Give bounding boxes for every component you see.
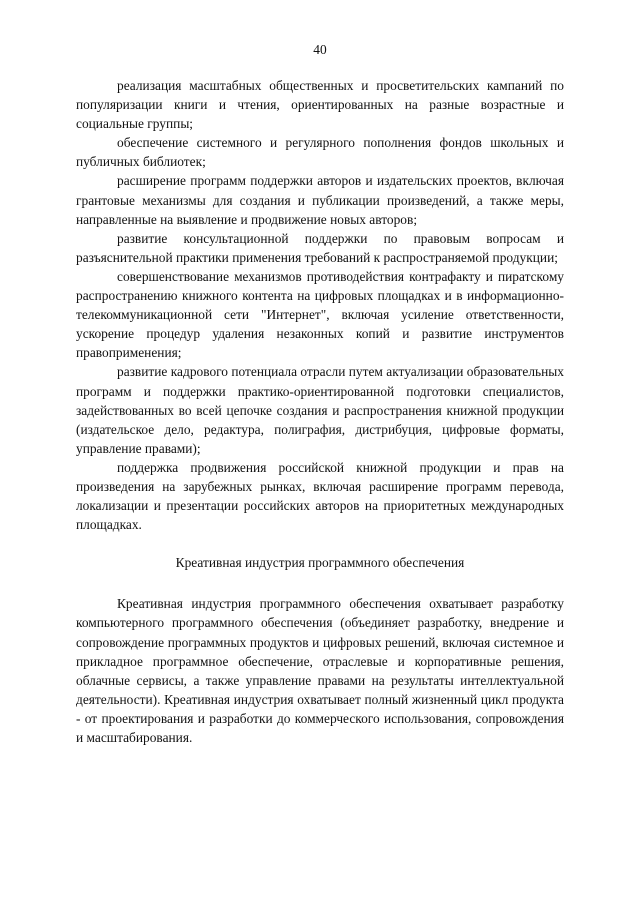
page-number: 40 <box>313 42 327 57</box>
list-item: реализация масштабных общественных и просветительских кампаний по популяризации книги и чтения, ориентированных на разные возрастные и социальные группы; <box>76 78 564 132</box>
section-paragraph: Креативная индустрия программного обеспечения охватывает разработку компьютерного программного обеспечения (объединяет разработку, внедрение и сопровождение программных продуктов и цифровых решений, включая системное и прикладное программное обеспечение, отраслевые и корпоративные решения, облачные сервисы, а также управление правами на результаты интеллектуальной деятельности). Креативная индустрия охватывает полный жизненный цикл продукта - от проектирования и разработки до коммерческого использования, сопровождения и масштабирования. <box>76 596 564 745</box>
section-title: Креативная индустрия программного обеспечения <box>175 555 465 571</box>
list-item: поддержка продвижения российской книжной продукции и прав на произведения на зарубежных рынках, включая расширение программ перевода, локализации и презентации российских авторов на приоритетных международных площадках. <box>76 459 564 533</box>
list-item: обеспечение системного и регулярного пополнения фондов школьных и публичных библиотек; <box>76 135 564 170</box>
document-body <box>76 76 564 747</box>
list-item: совершенствование механизмов противодействия контрафакту и пиратскому распространению книжного контента на цифровых площадках и в информационно-телекоммуникационной сети "Интернет", включая усиление ответственности, ускорение процедур удаления незаконных копий и развитие инструментов правоприменения; <box>76 268 564 361</box>
list-item: развитие кадрового потенциала отрасли путем актуализации образовательных программ и поддержки практико-ориентированной подготовки специалистов, задействованных во всей цепочке создания и распространения книжной продукции (издательское дело, редактура, полиграфия, дистрибуция, цифровые форматы, управление правами); <box>76 364 564 456</box>
list-item: развитие консультационной поддержки по правовым вопросам и разъяснительной практики применения требований к распространяемой продукции; <box>76 230 564 265</box>
list-item: расширение программ поддержки авторов и издательских проектов, включая грантовые механизмы для создания и публикации произведений, а также меры, направленные на выявление и продвижение новых авторов; <box>76 173 564 227</box>
